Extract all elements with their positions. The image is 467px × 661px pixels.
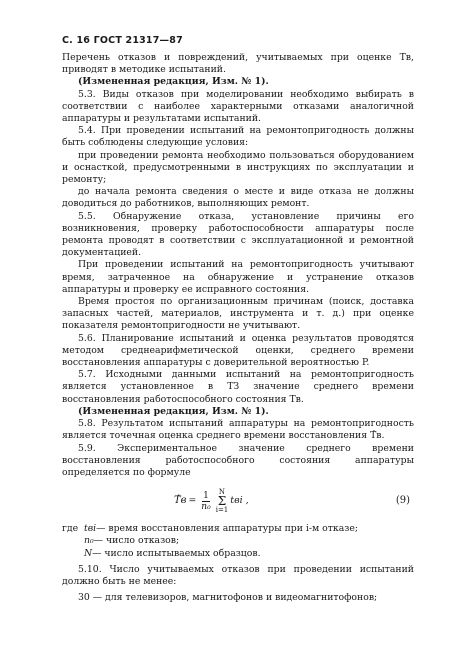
formula-lhs: Т̂в (174, 495, 187, 506)
paragraph-failures-list: Перечень отказов и повреждений, учитываемых при оценке Т̄в, приводят в методике испытаний. (62, 52, 414, 76)
paragraph-5-6: 5.6. Планирование испытаний и оценка результатов проводятся методом среднеарифметической оценки, среднего времени восстановления аппаратуры с доверительной вероятностью P. (62, 332, 414, 369)
paragraph-30-units: 30 — для телевизоров, магнитофонов и видеомагнитофонов; (78, 592, 378, 604)
sigma-symbol: Σ (217, 493, 227, 508)
amendment-note: (Измененная редакция, Изм. № 1). (78, 76, 269, 88)
document-body (62, 52, 414, 604)
paragraph-downtime: Время простоя по организационным причинам (поиск, доставка запасных частей, материалов, инструмента и т. д.) при оценке показателя ремонтопригодности не учитывают. (62, 296, 414, 332)
definition-symbol: N (84, 547, 93, 559)
sum-lower-limit: i=1 (215, 505, 229, 514)
amendment-note: (Измененная редакция, Изм. № 1). (78, 405, 269, 417)
paragraph-5-10: 5.10. Число учитываемых отказов при проведении испытаний должно быть не менее: (62, 563, 414, 587)
definitions-lead: где (62, 523, 79, 535)
formula-9 (62, 485, 414, 517)
paragraph-5-3: 5.3. Виды отказов при моделировании необходимо выбирать в соответствии с наиболее характерными отказами аналогичной аппаратуры и результатами испытаний. (62, 88, 414, 125)
paragraph-5-9: 5.9. Экспериментальное значение среднего времени восстановления работоспособного состояния аппаратуры определяется по формуле (62, 442, 414, 478)
definition-text: — число испытываемых образцов. (92, 547, 261, 559)
paragraph-5-8: 5.8. Результатом испытаний аппаратуры на ремонтопригодность является точечная оценка среднего времени восстановления Т̂в. (62, 418, 414, 442)
page-header: С. 16 ГОСТ 21317—87 (62, 35, 183, 46)
formula-equals: = (188, 495, 197, 506)
paragraph-time-accounting: При проведении испытаний на ремонтопригодность учитывают время, затраченное на обнаружение и устранение отказов аппаратуры и проверку ее исправного состояния. (62, 259, 414, 295)
paragraph-5-4-condition-2: до начала ремонта сведения о месте и виде отказа не должны доводиться до работников, выполняющих ремонт. (62, 186, 414, 210)
fraction-denominator: n₀ (201, 501, 211, 512)
definition-row (62, 523, 414, 535)
formula-fraction (201, 491, 210, 512)
formula-term: tвi , (230, 495, 249, 506)
sum-upper-limit: N (218, 487, 226, 496)
definition-text: — число отказов; (93, 535, 180, 547)
definition-row (62, 535, 414, 547)
formula-number: (9) (395, 495, 410, 506)
paragraph-5-7: 5.7. Исходными данными испытаний на ремонтопригодность является установленное в ТЗ значение среднего времени восстановления работоспособного состояния Т̄в. (62, 369, 414, 405)
paragraph-5-4-condition-1: при проведении ремонта необходимо пользоваться оборудованием и оснасткой, предусмотренными в инструкциях по эксплуатации и ремонту; (62, 149, 414, 186)
fraction-numerator: 1 (203, 490, 209, 501)
definition-symbol: tвi (84, 523, 97, 535)
summation (216, 489, 229, 514)
definition-row (62, 548, 414, 560)
definition-symbol: n₀ (84, 535, 94, 547)
paragraph-5-4: 5.4. При проведении испытаний на ремонтопригодность должны быть соблюдены следующие условия: (62, 125, 414, 149)
formula-definitions (62, 523, 414, 560)
paragraph-5-5: 5.5. Обнаружение отказа, установление причины его возникновения, проверку работоспособности аппаратуры после ремонта проводят в соответствии с эксплуатационной и ремонтной документацией. (62, 210, 414, 259)
definition-text: — время восстановления аппаратуры при i-м отказе; (96, 523, 358, 535)
